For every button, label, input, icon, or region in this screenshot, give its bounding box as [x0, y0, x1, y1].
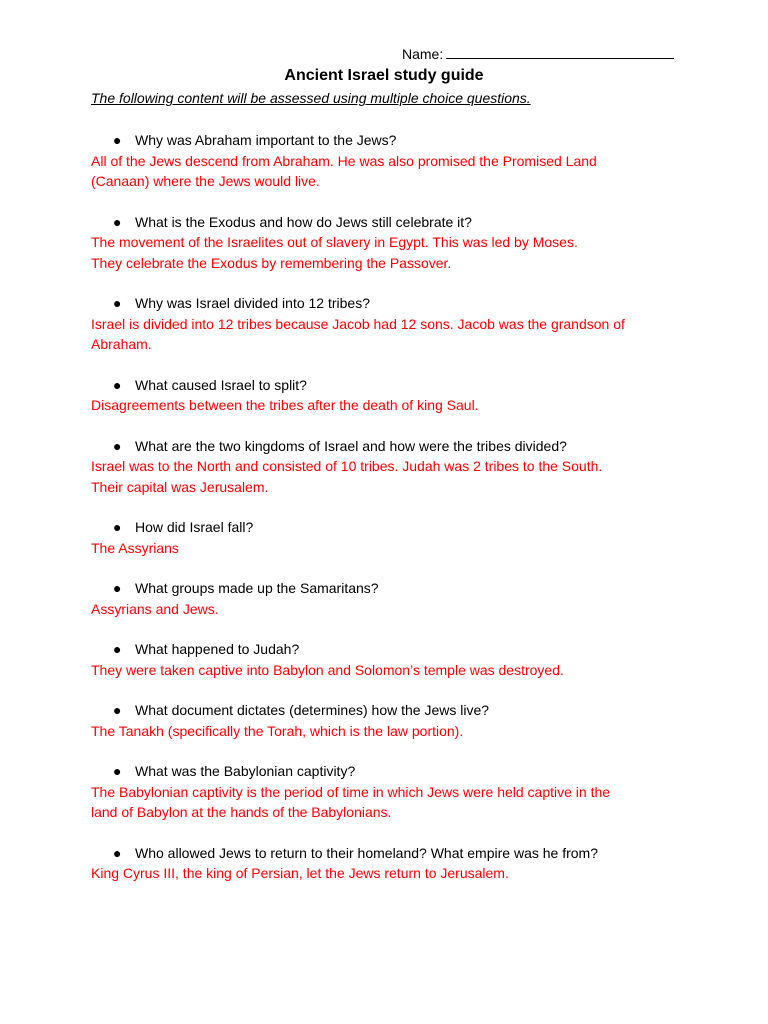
- question-list: [91, 130, 691, 904]
- answer-line: Disagreements between the tribes after the death of king Saul.: [91, 397, 479, 413]
- answer-line: land of Babylon at the hands of the Babylonians.: [91, 804, 392, 820]
- answer-line: All of the Jews descend from Abraham. He was also promised the Promised Land: [91, 152, 597, 169]
- bullet-icon: ●: [113, 437, 122, 454]
- name-label: Name:: [402, 46, 444, 62]
- name-field: [402, 45, 674, 63]
- question: [91, 761, 691, 782]
- qa-item: [91, 761, 691, 823]
- question: [91, 375, 691, 396]
- bullet-icon: ●: [113, 295, 122, 311]
- question: [91, 293, 691, 314]
- qa-item: [91, 375, 691, 416]
- bullet-icon: ●: [113, 519, 122, 535]
- answer-line: Their capital was Jerusalem.: [91, 478, 269, 495]
- question-text: What groups made up the Samaritans?: [135, 580, 379, 596]
- question: [91, 700, 691, 721]
- qa-item: [91, 212, 691, 274]
- answer-line: King Cyrus III, the king of Persian, let the Jews return to Jerusalem.: [91, 865, 509, 881]
- bullet-icon: ●: [113, 580, 122, 596]
- bullet-icon: ●: [113, 763, 122, 779]
- bullet-icon: ●: [113, 641, 122, 657]
- qa-item: [91, 436, 691, 498]
- question-text: How did Israel fall?: [135, 519, 254, 535]
- answer-line: (Canaan) where the Jews would live.: [91, 173, 320, 189]
- question-text: What was the Babylonian captivity?: [135, 763, 356, 779]
- name-blank-line: [446, 45, 674, 59]
- question: [91, 212, 691, 233]
- question: [91, 578, 691, 599]
- qa-item: [91, 293, 691, 355]
- question-text: What caused Israel to split?: [135, 376, 307, 393]
- page-title: Ancient Israel study guide: [284, 67, 484, 84]
- bullet-icon: ●: [113, 213, 122, 230]
- bullet-icon: ●: [113, 132, 122, 148]
- question-text: What are the two kingdoms of Israel and how were the tribes divided?: [135, 437, 567, 454]
- answer-line: The movement of the Israelites out of slavery in Egypt. This was led by Moses.: [91, 234, 578, 250]
- question-text: Who allowed Jews to return to their homeland? What empire was he from?: [135, 844, 598, 861]
- qa-item: [91, 843, 691, 884]
- question: [91, 843, 691, 864]
- question-text: What is the Exodus and how do Jews still celebrate it?: [135, 213, 472, 230]
- answer-line: They celebrate the Exodus by remembering the Passover.: [91, 254, 452, 271]
- qa-item: [91, 700, 691, 741]
- question-text: What document dictates (determines) how the Jews live?: [135, 702, 490, 718]
- answer-line: They were taken captive into Babylon and Solomon’s temple was destroyed.: [91, 661, 564, 678]
- assessment-note: The following content will be assessed using multiple choice questions.: [91, 90, 531, 106]
- qa-item: [91, 130, 691, 192]
- answer-line: Israel was to the North and consisted of 10 tribes. Judah was 2 tribes to the South.: [91, 458, 603, 474]
- bullet-icon: ●: [113, 844, 122, 861]
- question: [91, 517, 691, 538]
- question: [91, 436, 691, 457]
- answer-line: Abraham.: [91, 336, 152, 352]
- bullet-icon: ●: [113, 376, 122, 393]
- qa-item: [91, 578, 691, 619]
- qa-item: [91, 517, 691, 558]
- answer-line: The Tanakh (specifically the Torah, which is the law portion).: [91, 722, 464, 739]
- question-text: Why was Israel divided into 12 tribes?: [135, 295, 370, 311]
- question: [91, 639, 691, 660]
- qa-item: [91, 639, 691, 680]
- question: [91, 130, 691, 151]
- answer-line: Israel is divided into 12 tribes because Jacob had 12 sons. Jacob was the grandson of: [91, 315, 625, 332]
- answer-line: The Babylonian captivity is the period of time in which Jews were held captive in the: [91, 783, 611, 800]
- bullet-icon: ●: [113, 702, 122, 718]
- question-text: Why was Abraham important to the Jews?: [135, 132, 397, 148]
- answer-line: Assyrians and Jews.: [91, 600, 219, 617]
- question-text: What happened to Judah?: [135, 641, 300, 657]
- answer-line: The Assyrians: [91, 539, 179, 556]
